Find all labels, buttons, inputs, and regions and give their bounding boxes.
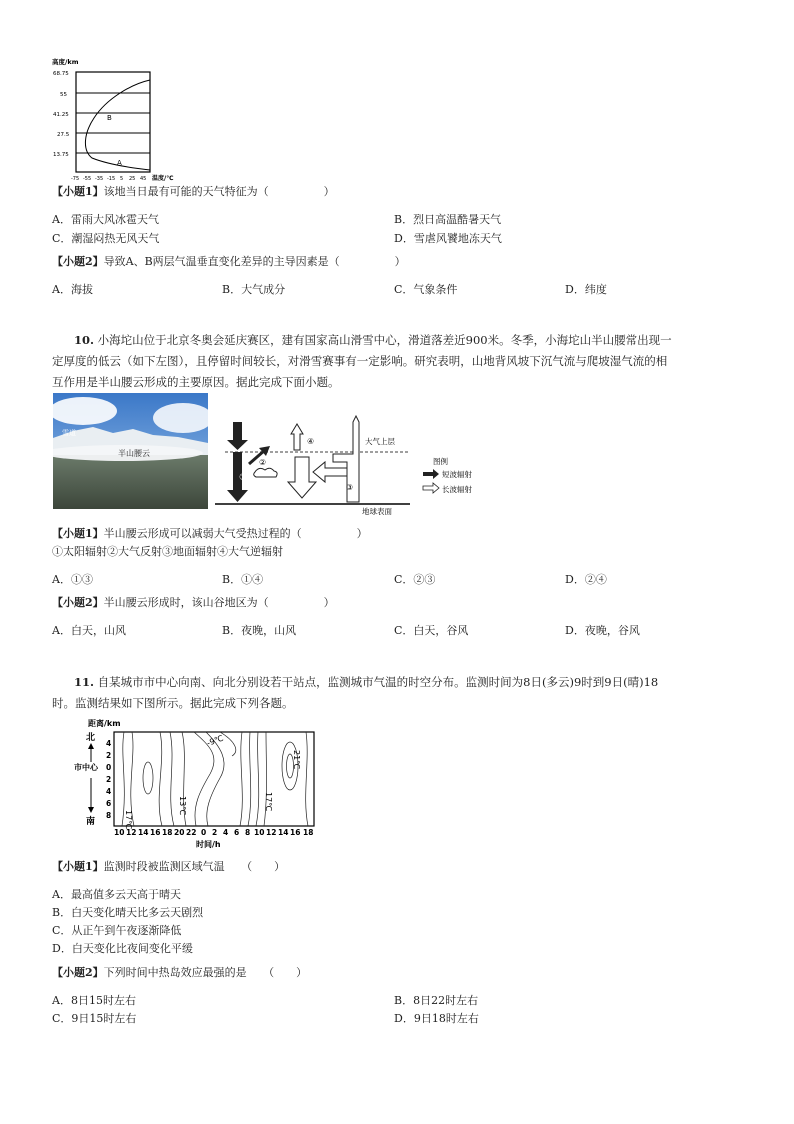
option-b[interactable]: B．8日22时左右 — [394, 994, 479, 1007]
q11-sub2-stem — [52, 966, 307, 980]
x-tick: -55 — [83, 176, 92, 182]
chart-frame — [76, 72, 150, 172]
option-c[interactable]: C．气象条件 — [394, 283, 458, 296]
longwave-down-arrow — [288, 457, 316, 498]
question-number: 11. — [74, 675, 95, 689]
option-c[interactable]: C．白天，谷风 — [394, 624, 469, 637]
stem-text: 下列时间中热岛效应最强的是 （ ） — [103, 966, 308, 979]
counter-radiation-arrow — [313, 462, 347, 482]
stem-line: 定厚度的低云（如下左图），且停留时间较长，对滑雪赛事有一定影响。研究表明，山地背风坡下沉气流与爬坡湿气流的相 — [52, 354, 668, 368]
isotherm-label: 21℃ — [292, 750, 301, 770]
south-arrow-head — [88, 807, 94, 813]
photo-label-cloud: 半山腰云 — [118, 449, 150, 458]
radiation-diagram — [215, 412, 515, 518]
cloud-shape — [254, 468, 277, 477]
isotherm-label: 17℃ — [124, 810, 133, 830]
y-tick: 8 — [106, 811, 112, 820]
sub-question-tag: 【小题1】 — [52, 860, 104, 873]
question-number: 10. — [74, 333, 95, 347]
x-tick: 4 — [223, 828, 229, 837]
x-tick: 0 — [201, 828, 207, 837]
longwave-up-arrow — [291, 424, 303, 450]
y-tick: 55 — [60, 92, 67, 98]
x-tick-labels — [71, 176, 146, 182]
solar-radiation-arrow — [233, 452, 242, 492]
q10-sub1-list: ①太阳辐射②大气反射③地面辐射④大气逆辐射 — [52, 545, 283, 558]
x-tick-labels — [114, 828, 313, 837]
x-tick: 45 — [140, 176, 147, 182]
option-b[interactable]: B．白天变化晴天比多云天剧烈 — [52, 906, 204, 919]
isotherms — [122, 732, 308, 826]
stem-line: 互作用是半山腰云形成的主要原因。据此完成下面小题。 — [52, 375, 340, 389]
stem-line: 时。监测结果如下图所示。据此完成下列各题。 — [52, 696, 294, 710]
x-tick: 14 — [138, 828, 149, 837]
label-1: ① — [239, 473, 248, 483]
chart-frame — [114, 732, 314, 826]
x-tick: 10 — [254, 828, 265, 837]
stem-text: 该地当日最有可能的天气特征为（ ） — [103, 185, 335, 198]
x-tick: 18 — [303, 828, 314, 837]
chart-ylabel: 距离/km — [88, 719, 121, 728]
mountain-cloud-photo — [53, 393, 208, 509]
layer-label-b: B — [107, 114, 112, 122]
y-tick-labels — [106, 739, 111, 820]
y-tick: 68.75 — [53, 71, 69, 77]
option-b[interactable]: B．烈日高温酷暑天气 — [394, 213, 502, 226]
option-a[interactable]: A．①③ — [52, 573, 93, 586]
isotherm-labels — [124, 734, 301, 830]
x-tick: 16 — [290, 828, 301, 837]
legend-shortwave-icon — [423, 469, 439, 479]
option-a[interactable]: A．8日15时左右 — [52, 994, 136, 1007]
x-tick: 12 — [126, 828, 137, 837]
x-tick: 14 — [278, 828, 289, 837]
chart-ylabel: 高度/km — [52, 58, 79, 66]
solar-radiation-arrow-head — [227, 440, 248, 450]
q10-sub1-stem — [52, 527, 368, 541]
chart-xlabel: 温度/℃ — [152, 175, 174, 182]
solar-radiation-arrow — [233, 422, 242, 440]
x-tick: 5 — [120, 176, 124, 182]
option-c[interactable]: C．②③ — [394, 573, 436, 586]
solar-radiation-arrow-head — [227, 490, 248, 502]
chart-xlabel: 时间/h — [196, 840, 221, 849]
q10-stem — [52, 330, 752, 393]
isotherm-chart — [70, 716, 330, 850]
option-a[interactable]: A．最高值多云天高于晴天 — [52, 888, 181, 901]
option-b[interactable]: B．①④ — [222, 573, 264, 586]
label-3: ③ — [346, 483, 354, 492]
q9-sub2-stem — [52, 255, 406, 269]
isotherm-label: 17℃ — [264, 792, 273, 812]
q11-stem — [52, 672, 752, 714]
option-d[interactable]: D．雪虐风饕地冻天气 — [394, 232, 502, 245]
legend-longwave-label: 长波辐射 — [442, 485, 472, 494]
x-tick: 16 — [150, 828, 161, 837]
option-d[interactable]: D．白天变化比夜间变化平缓 — [52, 942, 193, 955]
x-tick: 25 — [129, 176, 136, 182]
legend-longwave-icon — [423, 483, 439, 493]
temperature-curve — [85, 80, 150, 170]
option-c[interactable]: C．9日15时左右 — [52, 1012, 137, 1025]
y-tick: 6 — [106, 799, 112, 808]
option-d[interactable]: D．夜晚，谷风 — [565, 624, 640, 637]
layer-label-a: A — [117, 159, 122, 167]
stem-text: 监测时段被监测区域气温 （ ） — [103, 860, 286, 873]
temperature-height-chart — [52, 58, 192, 186]
option-d[interactable]: D．②④ — [565, 573, 607, 586]
label-4: ④ — [307, 437, 315, 446]
x-tick: -75 — [71, 176, 80, 182]
stem-line: 小海坨山位于北京冬奥会延庆赛区，建有国家高山滑雪中心，滑道落差近900米。冬季，小海坨山半山腰常出现一 — [97, 333, 672, 347]
q9-sub1-stem — [52, 185, 335, 199]
y-tick: 13.75 — [53, 152, 69, 158]
stem-line: 自某城市市中心向南、向北分别设若干站点，监测城市气温的时空分布。监测时间为8日(多云)9时到9日(晴)18 — [97, 675, 659, 689]
option-d[interactable]: D．纬度 — [565, 283, 607, 296]
city-center-label: 市中心 — [74, 763, 98, 772]
x-tick: 2 — [212, 828, 218, 837]
y-tick: 2 — [106, 775, 112, 784]
y-tick: 4 — [106, 739, 112, 748]
photo-label-snowtrail: 雪道 — [62, 429, 76, 437]
legend-title: 图例 — [433, 457, 448, 466]
x-tick: 10 — [114, 828, 125, 837]
x-tick: -15 — [107, 176, 116, 182]
ground-label: 地球表面 — [362, 507, 392, 516]
sub-question-tag: 【小题1】 — [52, 185, 104, 198]
stem-text: 导致A、B两层气温垂直变化差异的主导因素是（ ） — [103, 255, 406, 268]
sub-question-tag: 【小题1】 — [52, 527, 104, 540]
option-d[interactable]: D．9日18时左右 — [394, 1012, 479, 1025]
option-c[interactable]: C．从正午到午夜逐渐降低 — [52, 924, 182, 937]
south-label: 南 — [86, 817, 96, 827]
option-a[interactable]: A．雷雨大风冰雹天气 — [52, 213, 159, 226]
y-tick: 0 — [106, 763, 112, 772]
hillside — [53, 455, 208, 509]
option-b[interactable]: B．大气成分 — [222, 283, 286, 296]
x-tick: -35 — [95, 176, 104, 182]
legend-shortwave-label: 短波辐射 — [442, 470, 472, 479]
y-tick: 4 — [106, 787, 112, 796]
x-tick: 12 — [266, 828, 277, 837]
y-tick: 27.5 — [57, 132, 70, 138]
x-tick: 6 — [234, 828, 240, 837]
north-label: 北 — [86, 733, 96, 743]
x-tick: 20 — [174, 828, 185, 837]
sub-question-tag: 【小题2】 — [52, 596, 104, 609]
y-tick: 41.25 — [53, 112, 69, 118]
sub-question-tag: 【小题2】 — [52, 255, 104, 268]
x-tick: 18 — [162, 828, 173, 837]
option-a[interactable]: A．白天，山风 — [52, 624, 126, 637]
stem-text: 半山腰云形成可以减弱大气受热过程的（ ） — [103, 527, 368, 540]
x-tick: 8 — [245, 828, 251, 837]
option-c[interactable]: C．潮湿闷热无风天气 — [52, 232, 160, 245]
isotherm-label: -9℃ — [205, 733, 225, 748]
label-2: ② — [259, 458, 267, 467]
option-b[interactable]: B．夜晚，山风 — [222, 624, 297, 637]
option-a[interactable]: A．海拔 — [52, 283, 93, 296]
stem-text: 半山腰云形成时，该山谷地区为（ ） — [103, 596, 335, 609]
atmosphere-top-label: 大气上层 — [365, 437, 395, 446]
q11-sub1-stem — [52, 860, 285, 874]
x-tick: 22 — [186, 828, 197, 837]
north-arrow-head — [88, 743, 94, 749]
sub-question-tag: 【小题2】 — [52, 966, 104, 979]
isotherm-label: 13℃ — [178, 796, 187, 816]
q10-sub2-stem — [52, 596, 335, 610]
y-tick: 2 — [106, 751, 112, 760]
